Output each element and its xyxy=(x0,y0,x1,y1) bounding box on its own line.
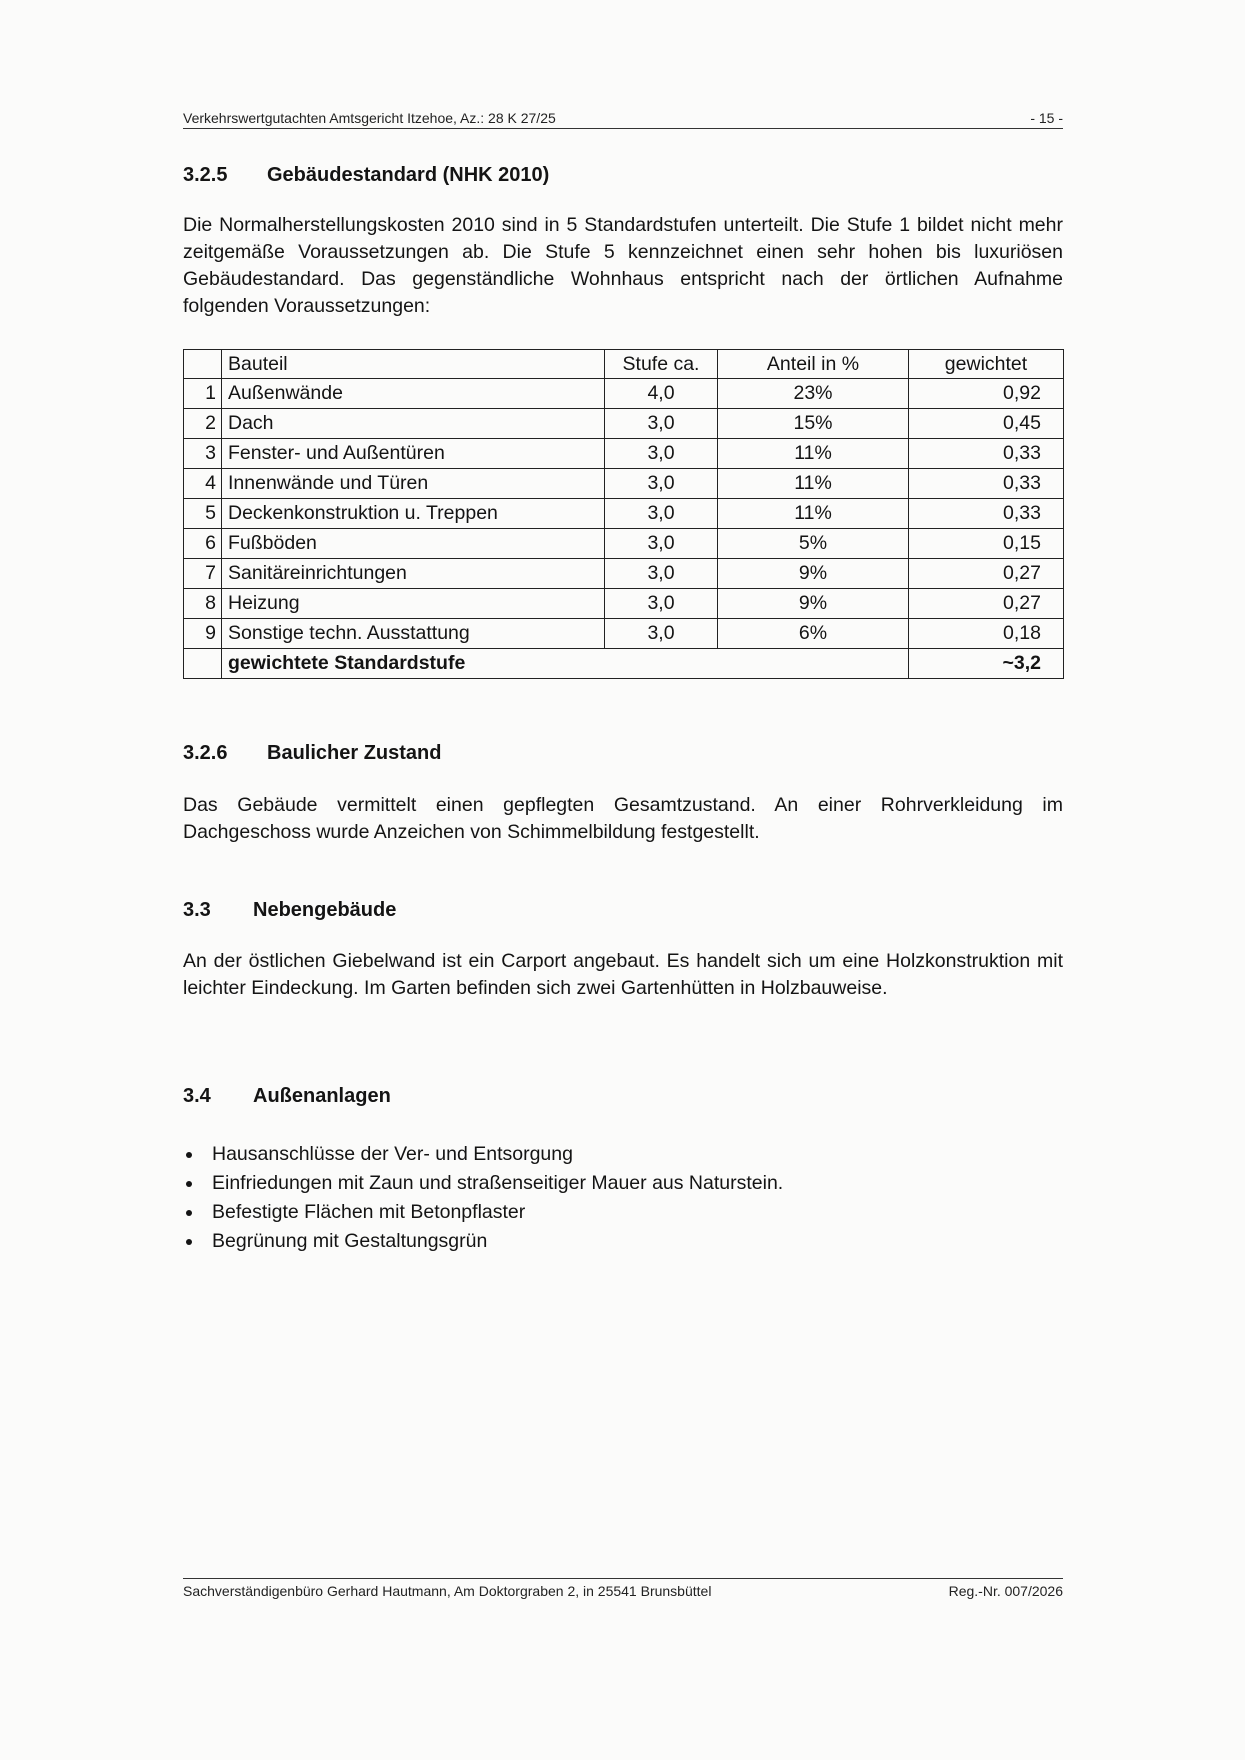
row-index: 9 xyxy=(184,619,222,649)
list-item xyxy=(183,1169,783,1198)
row-anteil: 6% xyxy=(718,619,909,649)
row-stufe: 3,0 xyxy=(605,619,718,649)
section-number: 3.2.6 xyxy=(183,742,228,764)
section-title: Gebäudestandard (NHK 2010) xyxy=(267,164,550,186)
table-row xyxy=(184,409,1064,439)
row-anteil: 15% xyxy=(718,409,909,439)
table-row xyxy=(184,499,1064,529)
section-title: Nebengebäude xyxy=(253,899,397,921)
table-row xyxy=(184,439,1064,469)
row-bauteil: Dach xyxy=(222,409,605,439)
row-anteil: 9% xyxy=(718,559,909,589)
row-gewichtet: 0,27 xyxy=(909,559,1064,589)
column-header-gewichtet: gewichtet xyxy=(909,350,1064,379)
row-bauteil: Innenwände und Türen xyxy=(222,469,605,499)
row-anteil: 11% xyxy=(718,499,909,529)
row-index: 3 xyxy=(184,439,222,469)
table-header-row xyxy=(184,350,1064,379)
row-gewichtet: 0,18 xyxy=(909,619,1064,649)
heading-3-2-5 xyxy=(183,164,550,187)
row-anteil: 23% xyxy=(718,379,909,409)
row-anteil: 11% xyxy=(718,469,909,499)
section-number: 3.4 xyxy=(183,1085,211,1107)
row-anteil: 11% xyxy=(718,439,909,469)
row-stufe: 3,0 xyxy=(605,439,718,469)
standard-table xyxy=(183,349,1064,679)
row-stufe: 3,0 xyxy=(605,529,718,559)
footer-office-address: Sachverständigenbüro Gerhard Hautmann, Am Doktorgraben 2, in 25541 Brunsbüttel xyxy=(183,1583,712,1599)
column-header-bauteil: Bauteil xyxy=(222,350,605,379)
table-row xyxy=(184,589,1064,619)
row-gewichtet: 0,45 xyxy=(909,409,1064,439)
row-index: 8 xyxy=(184,589,222,619)
table-row xyxy=(184,559,1064,589)
row-bauteil: Außenwände xyxy=(222,379,605,409)
column-header-stufe: Stufe ca. xyxy=(605,350,718,379)
list-item xyxy=(183,1198,783,1227)
row-gewichtet: 0,15 xyxy=(909,529,1064,559)
bullet-icon xyxy=(186,1210,192,1216)
heading-3-2-6 xyxy=(183,742,442,765)
total-value: ~3,2 xyxy=(909,649,1064,679)
table-row xyxy=(184,619,1064,649)
row-bauteil: Deckenkonstruktion u. Treppen xyxy=(222,499,605,529)
section-title: Außenanlagen xyxy=(253,1085,391,1107)
row-stufe: 3,0 xyxy=(605,499,718,529)
list-item-text: Einfriedungen mit Zaun und straßenseitiger Mauer aus Naturstein. xyxy=(212,1172,784,1194)
paragraph-nebengebaeude: An der östlichen Giebelwand ist ein Carport angebaut. Es handelt sich um eine Holzkonstruktion mit leichter Eindeckung. Im Garten befinden sich zwei Gartenhütten in Holzbauweise. xyxy=(183,950,1063,999)
row-anteil: 5% xyxy=(718,529,909,559)
footer-registration-number: Reg.-Nr. 007/2026 xyxy=(948,1583,1063,1599)
list-item-text: Befestigte Flächen mit Betonpflaster xyxy=(212,1201,526,1223)
row-bauteil: Sonstige techn. Ausstattung xyxy=(222,619,605,649)
header-case-reference: Verkehrswertgutachten Amtsgericht Itzehoe, Az.: 28 K 27/25 xyxy=(183,110,556,126)
heading-3-3 xyxy=(183,899,397,922)
row-index: 6 xyxy=(184,529,222,559)
row-gewichtet: 0,33 xyxy=(909,469,1064,499)
total-index-cell xyxy=(184,649,222,679)
row-bauteil: Fußböden xyxy=(222,529,605,559)
row-bauteil: Sanitäreinrichtungen xyxy=(222,559,605,589)
table-row xyxy=(184,379,1064,409)
list-item-text: Hausanschlüsse der Ver- und Entsorgung xyxy=(212,1143,573,1165)
row-index: 5 xyxy=(184,499,222,529)
section-number: 3.2.5 xyxy=(183,164,228,186)
column-header-index xyxy=(184,350,222,379)
row-anteil: 9% xyxy=(718,589,909,619)
page-header xyxy=(183,106,1063,129)
row-index: 4 xyxy=(184,469,222,499)
row-gewichtet: 0,27 xyxy=(909,589,1064,619)
row-bauteil: Fenster- und Außentüren xyxy=(222,439,605,469)
row-stufe: 3,0 xyxy=(605,559,718,589)
header-page-number: - 15 - xyxy=(1030,110,1063,126)
bullet-icon xyxy=(186,1152,192,1158)
row-gewichtet: 0,33 xyxy=(909,439,1064,469)
list-item xyxy=(183,1140,783,1169)
section-title: Baulicher Zustand xyxy=(267,742,442,764)
aussenanlagen-list xyxy=(183,1140,783,1256)
row-stufe: 3,0 xyxy=(605,469,718,499)
bullet-icon xyxy=(186,1239,192,1245)
row-index: 2 xyxy=(184,409,222,439)
row-gewichtet: 0,33 xyxy=(909,499,1064,529)
section-number: 3.3 xyxy=(183,899,211,921)
row-stufe: 4,0 xyxy=(605,379,718,409)
table-row xyxy=(184,469,1064,499)
table-row xyxy=(184,529,1064,559)
bullet-icon xyxy=(186,1181,192,1187)
table-total-row xyxy=(184,649,1064,679)
column-header-anteil: Anteil in % xyxy=(718,350,909,379)
row-gewichtet: 0,92 xyxy=(909,379,1064,409)
row-stufe: 3,0 xyxy=(605,409,718,439)
paragraph-baulicher-zustand: Das Gebäude vermittelt einen gepflegten Gesamtzustand. An einer Rohrverkleidung im Dachgeschoss wurde Anzeichen von Schimmelbildung festgestellt. xyxy=(183,794,1063,843)
list-item xyxy=(183,1227,783,1256)
list-item-text: Begrünung mit Gestaltungsgrün xyxy=(212,1230,488,1252)
total-label: gewichtete Standardstufe xyxy=(222,649,909,679)
paragraph-gebaeudestandard: Die Normalherstellungskosten 2010 sind in 5 Standardstufen unterteilt. Die Stufe 1 bildet nicht mehr zeitgemäße Voraussetzungen ab. Die Stufe 5 kennzeichnet einen sehr hohen bis luxuriösen Gebäudestandard. Das gegenständliche Wohnhaus entspricht nach der örtlichen Aufnahme folgenden Voraussetzungen: xyxy=(183,214,1063,317)
heading-3-4 xyxy=(183,1085,391,1108)
row-index: 1 xyxy=(184,379,222,409)
row-bauteil: Heizung xyxy=(222,589,605,619)
row-index: 7 xyxy=(184,559,222,589)
page-footer xyxy=(183,1578,1063,1599)
row-stufe: 3,0 xyxy=(605,589,718,619)
